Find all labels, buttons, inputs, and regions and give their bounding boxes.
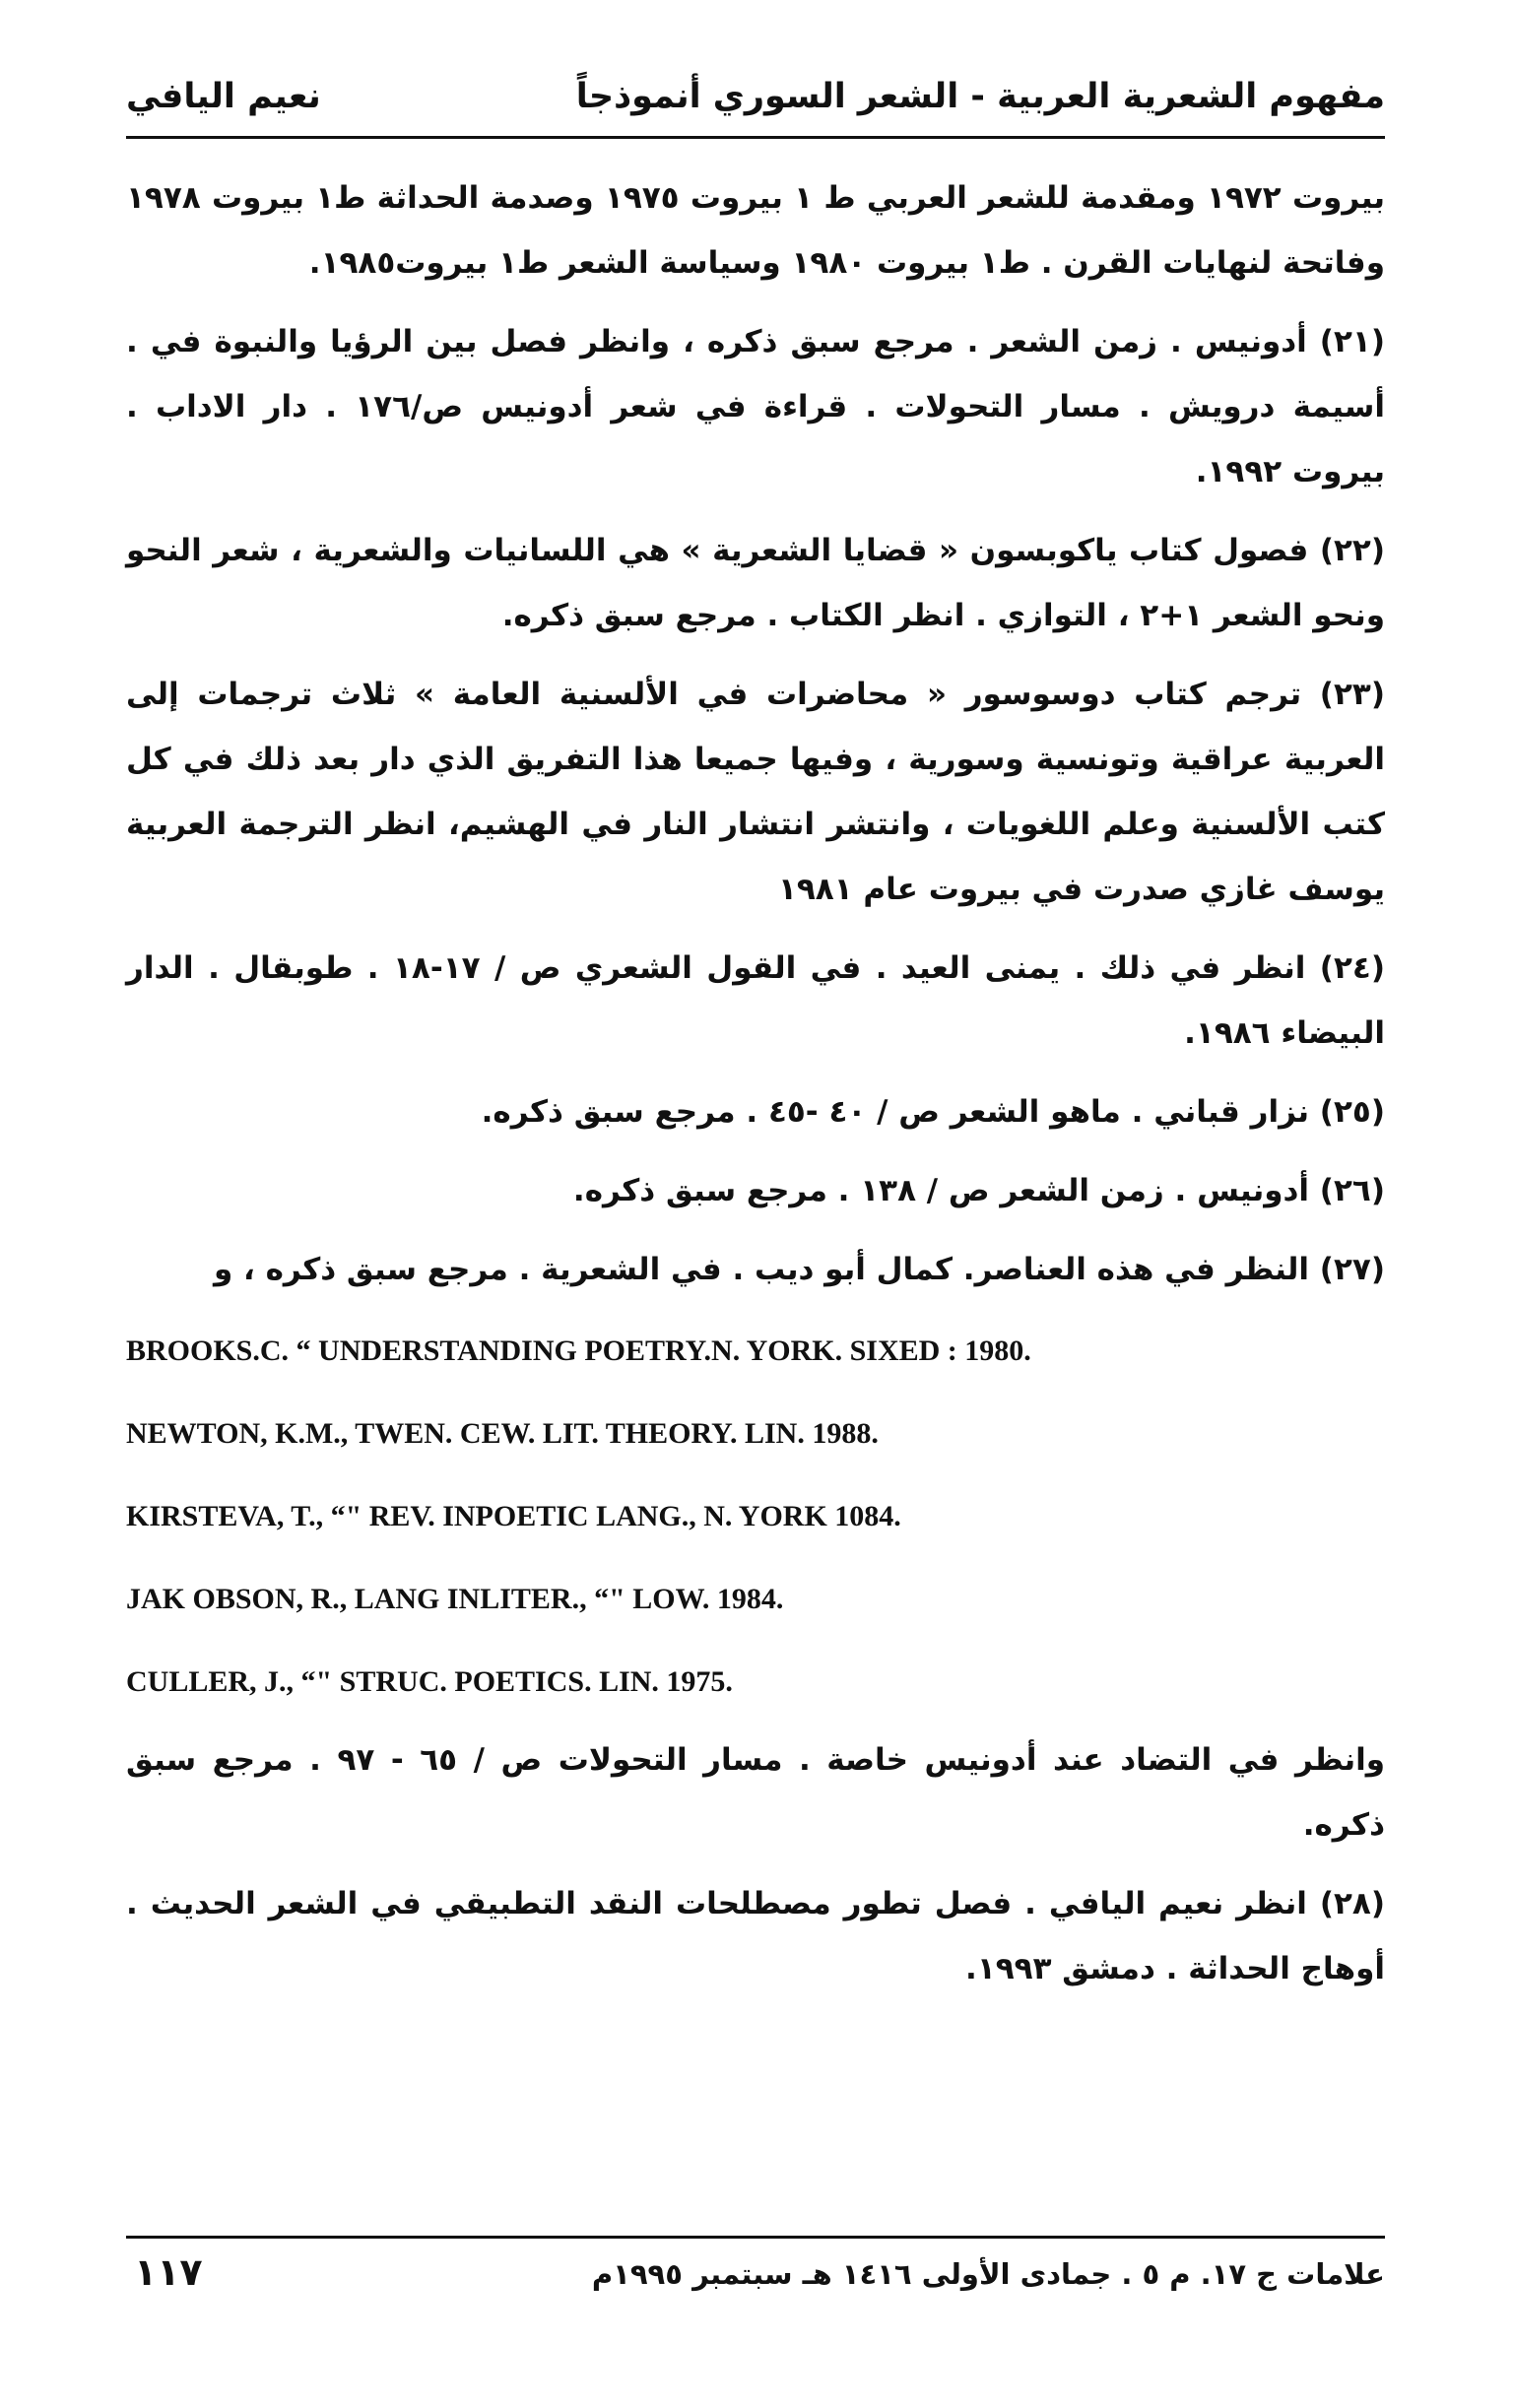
page-number: ١١٧ [134,2250,203,2294]
footnote-22: (٢٢) فصول كتاب ياكوبسون « قضايا الشعرية » هي اللسانيات والشعرية ، شعر النحو ونحو الشعر ١+٢ ، التوازي . انظر الكتاب . مرجع سبق ذكره. [126,533,1385,633]
running-header [126,61,1385,130]
running-footer [126,2250,1385,2310]
latin-reference: CULLER, J., “" STRUC. POETICS. LIN. 1975. [126,1665,733,1698]
footnote-continuation: بيروت ١٩٧٢ ومقدمة للشعر العربي ط ١ بيروت ١٩٧٥ وصدمة الحداثة ط١ بيروت ١٩٧٨ وفاتحة لنهايات القرن . ط١ بيروت ١٩٨٠ وسياسة الشعر ط١ بيروت١٩٨٥. [126,180,1385,281]
footer-divider [126,2236,1385,2239]
latin-reference: JAK OBSON, R., LANG INLITER., “" LOW. 1984. [126,1583,784,1615]
journal-issue-info: علامات ج ١٧. م ٥ . جمادى الأولى ١٤١٦ هـ سبتمبر ١٩٩٥م [591,2257,1385,2291]
latin-reference-list [126,1310,1385,1724]
latin-reference: NEWTON, K.M., TWEN. CEW. LIT. THEORY. LIN. 1988. [126,1417,879,1450]
header-title: مفهوم الشعرية العربية - الشعر السوري أنموذجاً [575,77,1385,116]
footnote-28: (٢٨) انظر نعيم اليافي . فصل تطور مصطلحات النقد التطبيقي في الشعر الحديث . أوهاج الحداثة . دمشق ١٩٩٣. [126,1886,1385,1986]
footnote-24: (٢٤) انظر في ذلك . يمنى العيد . في القول الشعري ص / ١٧-١٨ . طوبقال . الدار البيضاء ١٩٨٦. [126,950,1385,1051]
footnote-27-continuation: وانظر في التضاد عند أدونيس خاصة . مسار التحولات ص / ٦٥ - ٩٧ . مرجع سبق ذكره. [126,1742,1386,1843]
footnote-23: (٢٣) ترجم كتاب دوسوسور « محاضرات في الألسنية العامة » ثلاث ترجمات إلى العربية عراقية وتونسية وسورية ، وفيها جميعا هذا التفريق الذي دار بعد ذلك في كل كتب الألسنية وعلم اللغويات ، وانتشر انتشار النار في الهشيم، انظر الترجمة العربية يوسف غازي صدرت في بيروت عام ١٩٨١ [126,677,1385,907]
latin-reference: BROOKS.C. “ UNDERSTANDING POETRY.N. YORK. SIXED : 1980. [126,1334,1031,1367]
footnote-25: (٢٥) نزار قباني . ماهو الشعر ص / ٤٠ -٤٥ . مرجع سبق ذكره. [481,1094,1385,1130]
header-author: نعيم اليافي [126,77,321,116]
latin-reference: KIRSTEVA, T., “" REV. INPOETIC LANG., N. YORK 1084. [126,1500,901,1532]
footnote-27: (٢٧) النظر في هذه العناصر. كمال أبو ديب . في الشعرية . مرجع سبق ذكره ، و [213,1252,1385,1287]
header-divider [126,136,1385,139]
footnote-26: (٢٦) أدونيس . زمن الشعر ص / ١٣٨ . مرجع سبق ذكره. [572,1173,1385,1208]
footnotes-body [126,165,1385,2175]
footnote-21: (٢١) أدونيس . زمن الشعر . مرجع سبق ذكره ، وانظر فصل بين الرؤيا والنبوة في . أسيمة درويش . مسار التحولات . قراءة في شعر أدونيس ص/١٧٦ . دار الاداب . بيروت ١٩٩٢. [126,324,1386,489]
